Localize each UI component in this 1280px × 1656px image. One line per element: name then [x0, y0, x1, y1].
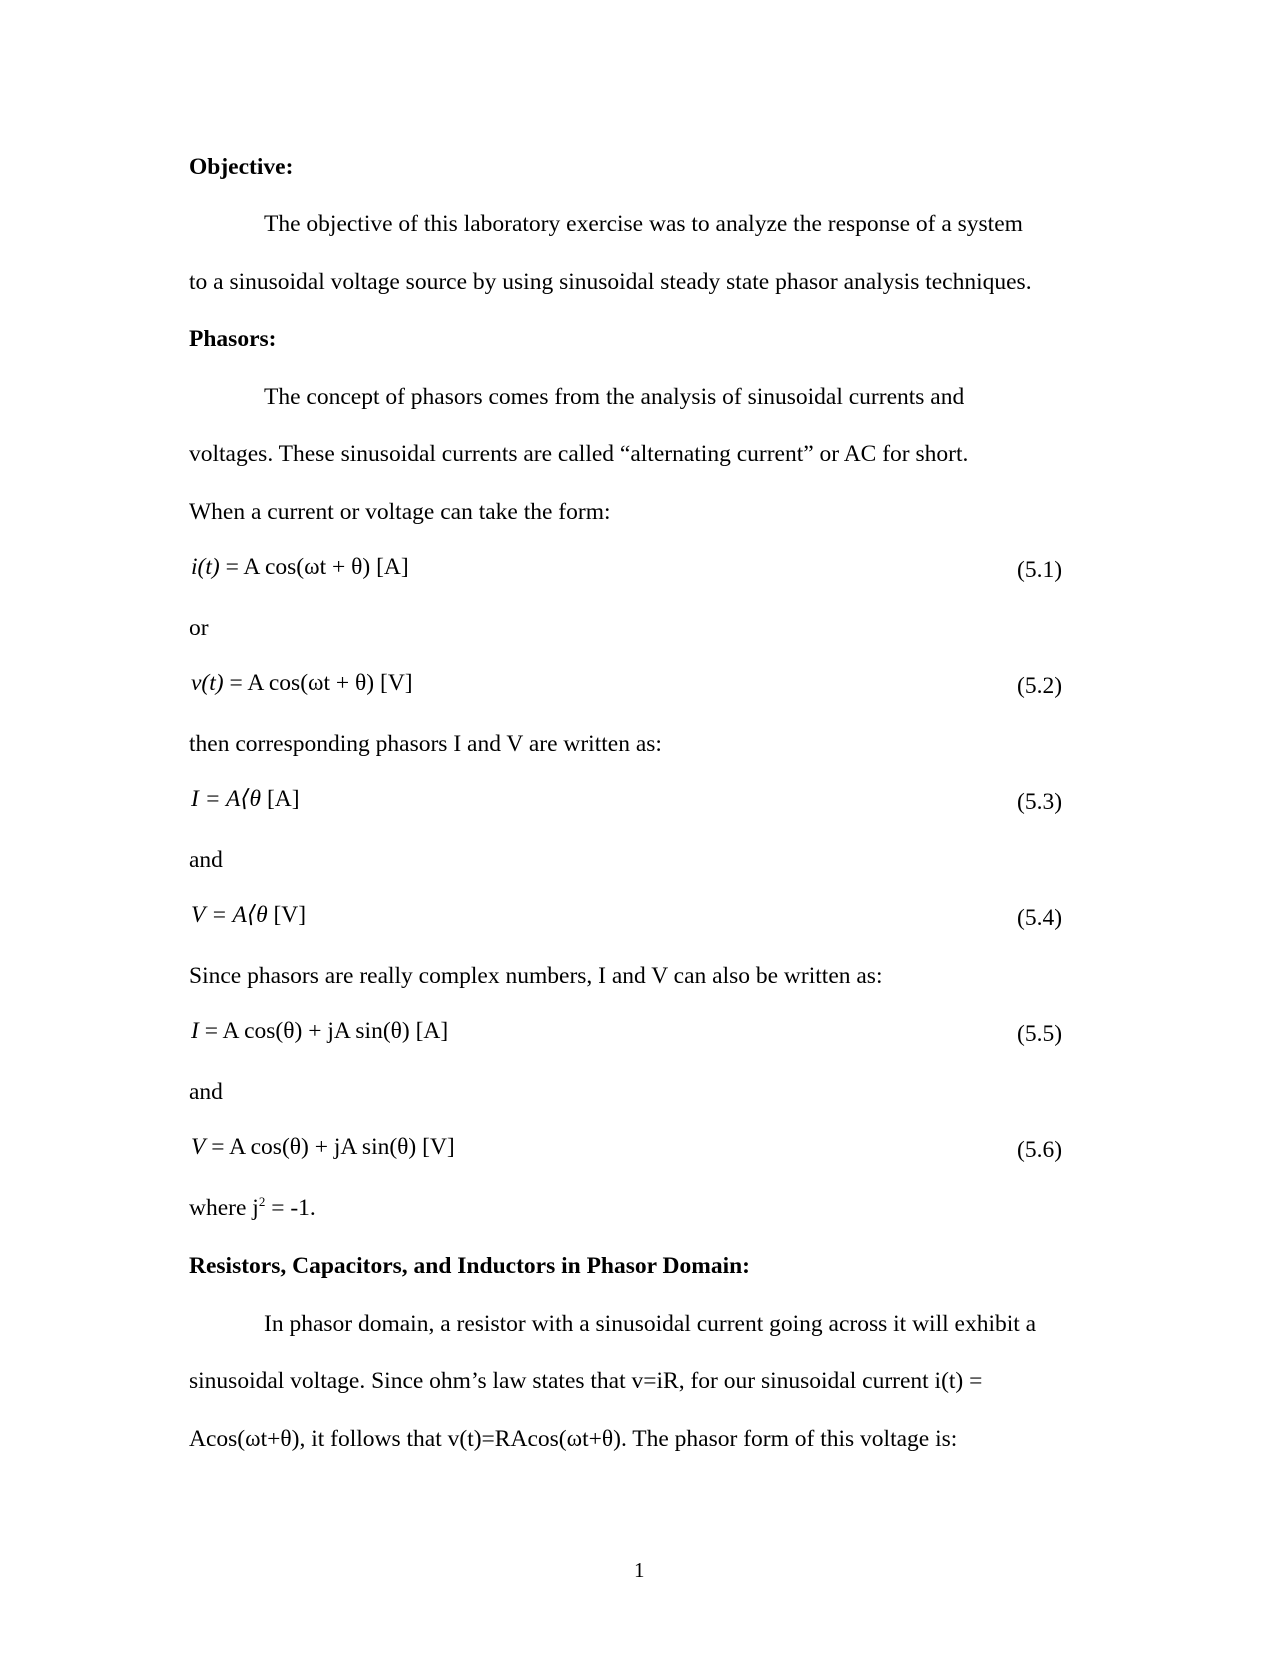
phasors-line-1: The concept of phasors comes from the analysis of sinusoidal currents and	[264, 384, 965, 410]
equation-number-5-3: (5.3)	[1017, 789, 1063, 815]
phasors-heading: Phasors:	[189, 326, 277, 352]
equation-rhs: = A⟨θ	[211, 902, 268, 928]
equation-number-5-6: (5.6)	[1017, 1137, 1063, 1163]
equation-unit: [A]	[415, 1018, 449, 1044]
equation-lhs: V	[191, 902, 206, 928]
equation-5-2	[191, 669, 413, 697]
equation-number-5-1: (5.1)	[1017, 557, 1063, 583]
equation-5-3	[191, 785, 300, 813]
equation-unit: [V]	[273, 902, 307, 928]
objective-heading: Objective:	[189, 154, 294, 180]
equation-unit: [A]	[376, 554, 409, 580]
rcl-heading: Resistors, Capacitors, and Inductors in Phasor Domain:	[189, 1253, 750, 1279]
where-prefix: where j	[189, 1195, 259, 1221]
phasors-line-3: When a current or voltage can take the form:	[189, 499, 611, 525]
equation-5-4	[191, 901, 306, 929]
equation-lhs: I	[191, 1018, 199, 1044]
phasors-line-2: voltages. These sinusoidal currents are called “alternating current” or AC for short.	[189, 441, 969, 467]
then-text: then corresponding phasors I and V are written as:	[189, 731, 662, 757]
or-text: or	[189, 615, 209, 641]
where-suffix: = -1.	[265, 1195, 316, 1221]
objective-line-2: to a sinusoidal voltage source by using sinusoidal steady state phasor analysis techniques.	[189, 269, 1032, 295]
equation-number-5-4: (5.4)	[1017, 905, 1063, 931]
equation-rhs: = A⟨θ	[204, 786, 262, 812]
rcl-line-3: Acos(ωt+θ), it follows that v(t)=RAcos(ωt+θ). The phasor form of this voltage is:	[189, 1426, 958, 1452]
equation-lhs: i(t)	[191, 554, 220, 580]
page-number: 1	[634, 1558, 645, 1582]
and-text-1: and	[189, 847, 223, 873]
equation-rhs: = A cos(θ) + jA sin(θ)	[211, 1134, 417, 1160]
equation-lhs: v(t)	[191, 670, 224, 696]
equation-unit: [A]	[266, 786, 300, 812]
equation-lhs: V	[191, 1134, 206, 1160]
equation-lhs: I	[191, 786, 199, 812]
where-text	[189, 1194, 316, 1222]
equation-5-6	[191, 1133, 455, 1161]
equation-rhs: = A cos(ωt + θ)	[229, 670, 375, 696]
since-text: Since phasors are really complex numbers, I and V can also be written as:	[189, 963, 883, 989]
objective-line-1: The objective of this laboratory exercise was to analyze the response of a system	[264, 211, 1023, 237]
equation-rhs: = A cos(ωt + θ)	[225, 554, 371, 580]
rcl-line-2: sinusoidal voltage. Since ohm’s law states that v=iR, for our sinusoidal current i(t) =	[189, 1368, 983, 1394]
equation-unit: [V]	[422, 1134, 455, 1160]
rcl-line-1: In phasor domain, a resistor with a sinusoidal current going across it will exhibit a	[264, 1311, 1037, 1337]
equation-unit: [V]	[380, 670, 413, 696]
equation-number-5-5: (5.5)	[1017, 1021, 1063, 1047]
equation-rhs: = A cos(θ) + jA sin(θ)	[204, 1018, 410, 1044]
and-text-2: and	[189, 1079, 223, 1105]
equation-number-5-2: (5.2)	[1017, 673, 1063, 699]
equation-5-1	[191, 553, 409, 581]
equation-5-5	[191, 1017, 448, 1045]
where-exponent: 2	[258, 1194, 266, 1209]
